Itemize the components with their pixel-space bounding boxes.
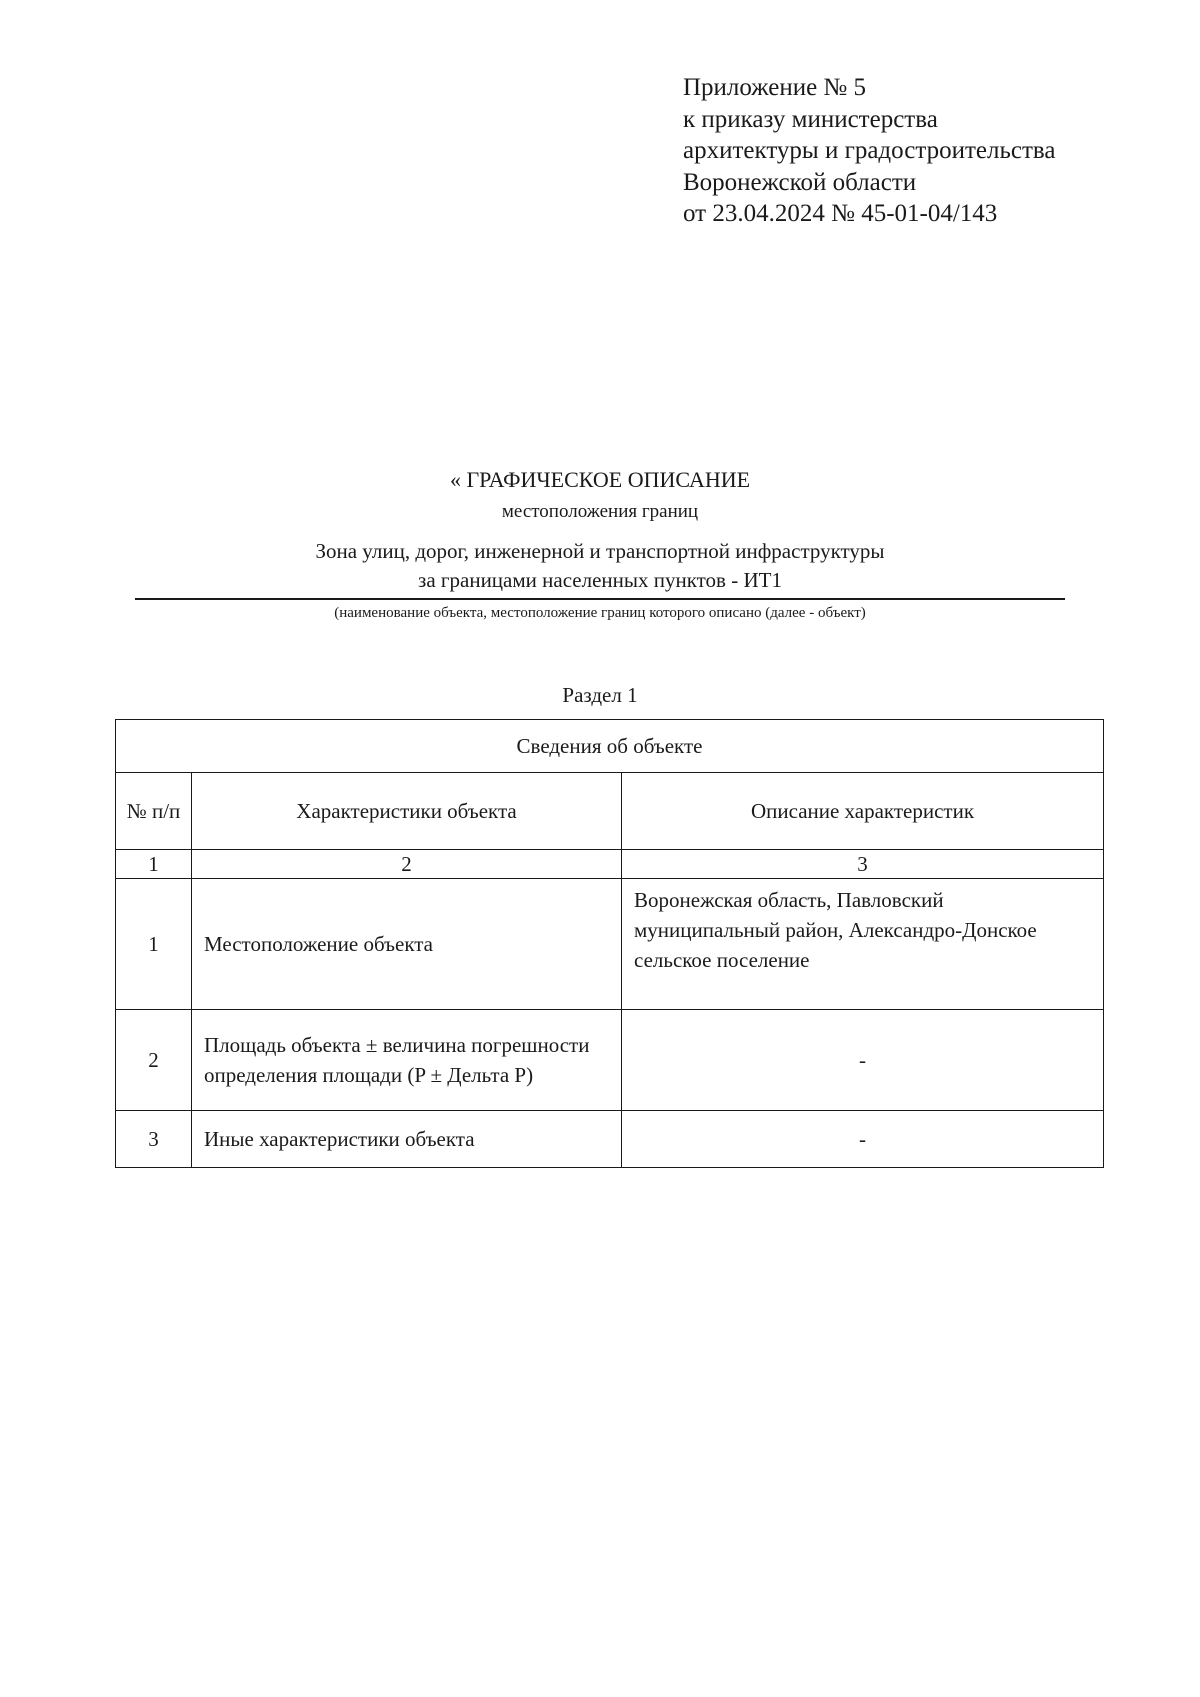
- appendix-line-3: архитектуры и градостроительства: [683, 137, 1056, 164]
- appendix-line-4: Воронежской области: [683, 168, 917, 196]
- table-row: [116, 1111, 1104, 1168]
- object-name: [135, 537, 1065, 595]
- appendix-block: [683, 72, 1183, 230]
- object-name-line-2: за границами населенных пунктов - ИТ1: [418, 568, 782, 592]
- appendix-line-2: к приказу министерства: [683, 105, 938, 133]
- table-column-header-row: [116, 773, 1104, 850]
- appendix-line-5: от 23.04.2024 № 45-01-04/143: [683, 200, 998, 227]
- row-number: 1: [116, 879, 192, 1010]
- object-info-table: [115, 719, 1104, 1168]
- table-row: [116, 879, 1104, 1010]
- row-number: 3: [116, 1111, 192, 1168]
- column-number-1: 1: [116, 850, 192, 879]
- row-number: 2: [116, 1010, 192, 1111]
- document-title: « ГРАФИЧЕСКОЕ ОПИСАНИЕ: [449, 467, 751, 492]
- table-row: [116, 1010, 1104, 1111]
- table-heading: Сведения об объекте: [116, 720, 1104, 773]
- row-characteristic: Площадь объекта ± величина погрешности определения площади (P ± Дельта P): [192, 1010, 622, 1111]
- table-column-number-row: [116, 850, 1104, 879]
- section-label: Раздел 1: [562, 683, 638, 707]
- table-heading-row: [116, 720, 1104, 773]
- row-description: Воронежская область, Павловский муниципальный район, Александро-Донское сельское поселение: [622, 879, 1104, 1010]
- document-subtitle: местоположения границ: [501, 501, 699, 522]
- row-characteristic: Иные характеристики объекта: [192, 1111, 622, 1168]
- column-number-2: 2: [192, 850, 622, 879]
- column-header-description: Описание характеристик: [622, 773, 1104, 850]
- object-name-caption: (наименование объекта, местоположение границ которого описано (далее - объект): [334, 605, 866, 621]
- column-header-characteristic: Характеристики объекта: [192, 773, 622, 850]
- row-description: -: [622, 1111, 1104, 1168]
- column-number-3: 3: [622, 850, 1104, 879]
- row-characteristic: Местоположение объекта: [192, 879, 622, 1010]
- object-name-line-1: Зона улиц, дорог, инженерной и транспортной инфраструктуры: [315, 539, 885, 563]
- object-name-underline: [135, 598, 1065, 600]
- row-description: -: [622, 1010, 1104, 1111]
- appendix-line-1: Приложение № 5: [683, 74, 867, 101]
- column-header-number: № п/п: [116, 773, 192, 850]
